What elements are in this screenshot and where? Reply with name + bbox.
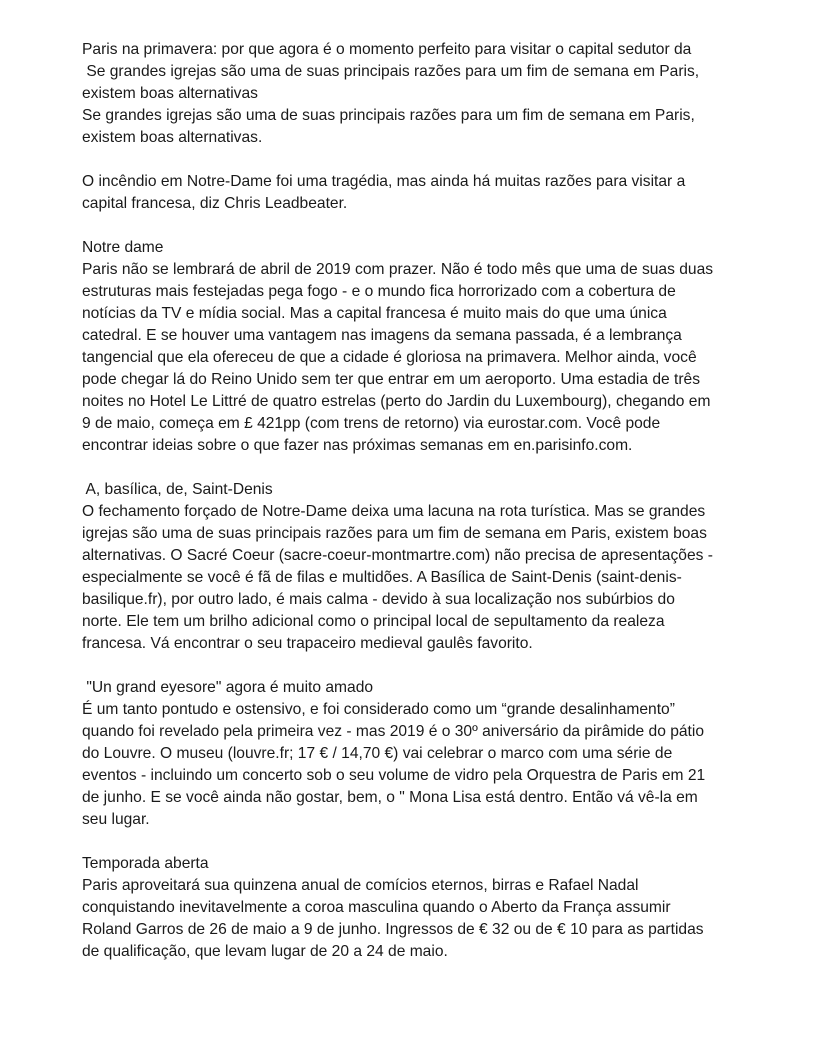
document-page: [82, 39, 742, 963]
body-line: Roland Garros de 26 de maio a 9 de junho. Ingressos de € 32 ou de € 10 para as partidas: [82, 921, 704, 938]
section-heading: Notre dame: [82, 239, 164, 256]
body-line: pode chegar lá do Reino Unido sem ter que entrar em um aeroporto. Uma estadia de três: [82, 371, 701, 388]
body-line: basilique.fr), por outro lado, é mais calma - devido à sua localização nos subúrbios do: [82, 591, 675, 608]
body-line: de junho. E se você ainda não gostar, bem, o " Mona Lisa está dentro. Então vá vê-la em: [82, 789, 698, 806]
body-line: tangencial que ela ofereceu de que a cidade é gloriosa na primavera. Melhor ainda, você: [82, 349, 697, 366]
body-line: encontrar ideias sobre o que fazer nas próximas semanas em en.parisinfo.com.: [82, 437, 633, 454]
body-line: O fechamento forçado de Notre-Dame deixa uma lacuna na rota turística. Mas se grandes: [82, 503, 706, 520]
body-line: quando foi revelado pela primeira vez - mas 2019 é o 30º aniversário da pirâmide do pátio: [82, 723, 705, 740]
body-line: estruturas mais festejadas pega fogo - e o mundo fica horrorizado com a cobertura de: [82, 283, 676, 300]
body-line: notícias da TV e mídia social. Mas a capital francesa é muito mais do que uma única: [82, 305, 667, 322]
title-line: Paris na primavera: por que agora é o momento perfeito para visitar o capital sedutor da: [82, 41, 692, 58]
section-saint-denis: [82, 479, 742, 655]
article-intro: [82, 105, 742, 149]
paragraph-spacer: [82, 457, 742, 479]
body-line: de qualificação, que levam lugar de 20 a 24 de maio.: [82, 943, 448, 960]
article-lead: [82, 171, 742, 215]
section-temporada-aberta: [82, 853, 742, 963]
section-heading: "Un grand eyesore" agora é muito amado: [82, 679, 374, 696]
article-title: [82, 39, 742, 105]
lead-line: O incêndio em Notre-Dame foi uma tragédia, mas ainda há muitas razões para visitar a: [82, 173, 686, 190]
section-notre-dame: [82, 237, 742, 457]
body-line: eventos - incluindo um concerto sob o seu volume de vidro pela Orquestra de Paris em 21: [82, 767, 706, 784]
paragraph-spacer: [82, 655, 742, 677]
paragraph-spacer: [82, 831, 742, 853]
section-louvre: [82, 677, 742, 831]
body-line: seu lugar.: [82, 811, 150, 828]
paragraph-spacer: [82, 215, 742, 237]
intro-line: existem boas alternativas.: [82, 129, 263, 146]
intro-line: Se grandes igrejas são uma de suas principais razões para um fim de semana em Paris,: [82, 107, 695, 124]
body-line: noites no Hotel Le Littré de quatro estrelas (perto do Jardin du Luxembourg), chegando em: [82, 393, 711, 410]
body-line: do Louvre. O museu (louvre.fr; 17 € / 14,70 €) vai celebrar o marco com uma série de: [82, 745, 673, 762]
paragraph-spacer: [82, 149, 742, 171]
body-line: Paris aproveitará sua quinzena anual de comícios eternos, birras e Rafael Nadal: [82, 877, 639, 894]
body-line: catedral. E se houver uma vantagem nas imagens da semana passada, é a lembrança: [82, 327, 682, 344]
lead-line: capital francesa, diz Chris Leadbeater.: [82, 195, 348, 212]
body-line: norte. Ele tem um brilho adicional como o principal local de sepultamento da realeza: [82, 613, 665, 630]
section-heading: Temporada aberta: [82, 855, 209, 872]
body-line: igrejas são uma de suas principais razões para um fim de semana em Paris, existem boas: [82, 525, 707, 542]
title-line: existem boas alternativas: [82, 85, 258, 102]
body-line: alternativas. O Sacré Coeur (sacre-coeur-montmartre.com) não precisa de apresentações -: [82, 547, 713, 564]
title-line: Se grandes igrejas são uma de suas principais razões para um fim de semana em Paris,: [82, 63, 700, 80]
body-line: 9 de maio, começa em £ 421pp (com trens de retorno) via eurostar.com. Você pode: [82, 415, 661, 432]
section-heading: A, basílica, de, Saint-Denis: [82, 481, 273, 498]
body-line: conquistando inevitavelmente a coroa masculina quando o Aberto da França assumir: [82, 899, 671, 916]
body-line: especialmente se você é fã de filas e multidões. A Basílica de Saint-Denis (saint-denis-: [82, 569, 682, 586]
body-line: Paris não se lembrará de abril de 2019 com prazer. Não é todo mês que uma de suas duas: [82, 261, 714, 278]
body-line: francesa. Vá encontrar o seu trapaceiro medieval gaulês favorito.: [82, 635, 533, 652]
body-line: É um tanto pontudo e ostensivo, e foi considerado como um “grande desalinhamento”: [82, 701, 675, 718]
